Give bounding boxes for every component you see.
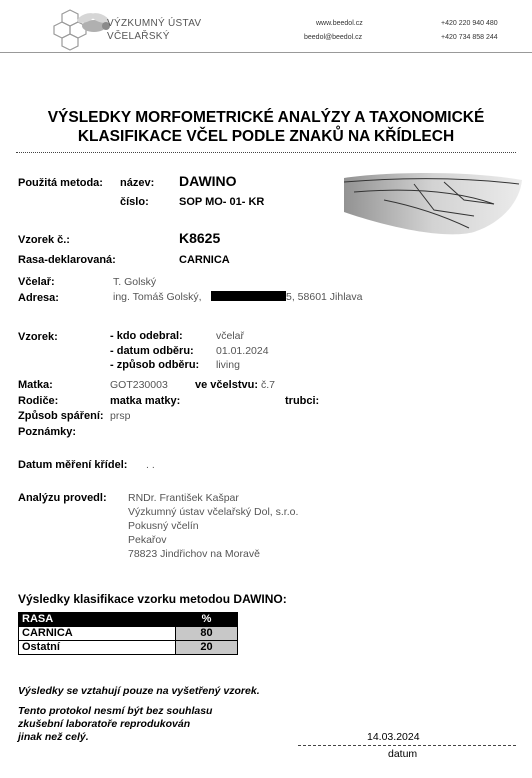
footer-date-label: datum (388, 748, 418, 760)
results-heading: Výsledky klasifikace vzorku metodou DAWINO: (18, 592, 287, 606)
wing-image (344, 170, 524, 240)
collection-method-label: - způsob odběru: (110, 359, 200, 371)
collection-label: Vzorek: (18, 331, 58, 343)
title-line-1: VÝSLEDKY MORFOMETRICKÉ ANALÝZY A TAXONOMICKÉ (47, 109, 485, 126)
table-row (19, 641, 238, 655)
results-table (18, 612, 238, 655)
measurement-value: . . (146, 459, 155, 471)
results-row-name: Ostatní (19, 641, 176, 655)
mother-label: matka matky: (110, 395, 181, 407)
address-redaction (211, 291, 286, 301)
results-col-race: RASA (19, 613, 176, 627)
bee-wing-icon (344, 170, 524, 240)
beekeeper-value: T. Golský (113, 276, 157, 288)
measurement-label: Datum měření křídel: (18, 459, 128, 471)
colony-value: č.7 (261, 379, 276, 391)
analysis-line-4: Pekařov (128, 534, 167, 546)
logo-title (107, 17, 201, 43)
method-number-value: SOP MO- 01- KR (179, 196, 265, 208)
race-label: Rasa-deklarovaná: (18, 254, 116, 266)
colony-label: ve včelstvu: (195, 379, 258, 391)
queen-value: GOT230003 (110, 379, 168, 391)
header-rule (0, 52, 532, 53)
method-name-label: název: (120, 177, 155, 189)
analysis-line-3: Pokusný včelín (128, 520, 199, 532)
analysis-line-5: 78823 Jindřichov na Moravě (128, 548, 260, 560)
contact-phone-1: +420 220 940 480 (441, 20, 498, 27)
notes-label: Poznámky: (18, 426, 77, 438)
footer-date-value: 14.03.2024 (367, 731, 420, 743)
sample-label: Vzorek č.: (18, 234, 70, 246)
results-header-row (19, 613, 238, 627)
mating-value: prsp (110, 410, 131, 422)
collection-date-value: 01.01.2024 (216, 345, 269, 357)
bee-logo-icon (50, 8, 112, 52)
analysis-line-1: RNDr. František Kašpar (128, 492, 239, 504)
sample-value: K8625 (179, 230, 221, 246)
results-row-value: 80 (176, 627, 238, 641)
logo-line-2: VČELAŘSKÝ (107, 31, 170, 42)
page-title (0, 108, 532, 146)
method-label: Použitá metoda: (18, 177, 103, 189)
parents-label: Rodiče: (18, 395, 59, 407)
address-prefix: ing. Tomáš Golský, (113, 291, 202, 303)
contact-email[interactable]: beedol@beedol.cz (304, 34, 363, 41)
method-number-label: číslo: (120, 196, 149, 208)
address-label: Adresa: (18, 292, 59, 304)
footer-note-1: Výsledky se vztahují pouze na vyšetřený vzorek. (18, 685, 260, 697)
collection-method-value: living (216, 359, 240, 371)
logo-line-1: VÝZKUMNÝ ÚSTAV (107, 18, 202, 29)
footer-date-line (298, 745, 516, 746)
results-row-value: 20 (176, 641, 238, 655)
title-separator (16, 152, 516, 153)
collection-who-value: včelař (216, 330, 245, 342)
results-row-name: CARNICA (19, 627, 176, 641)
race-value: CARNICA (179, 254, 230, 266)
analysis-label: Analýzu provedl: (18, 492, 107, 504)
analysis-line-2: Výzkumný ústav včelařský Dol, s.r.o. (128, 506, 299, 518)
collection-who-label: - kdo odebral: (110, 330, 183, 342)
address-suffix: 5, 58601 Jihlava (286, 291, 363, 303)
title-line-2: KLASIFIKACE VČEL PODLE ZNAKŮ NA KŘÍDLECH (77, 128, 455, 145)
beekeeper-label: Včelař: (18, 276, 55, 288)
logo (50, 8, 112, 52)
footer-note-2-line-3: jinak než celý. (18, 731, 89, 743)
mating-label: Způsob spáření: (18, 410, 104, 422)
collection-date-label: - datum odběru: (110, 345, 194, 357)
results-col-percent: % (176, 613, 238, 627)
drones-label: trubci: (285, 395, 320, 407)
contact-web[interactable]: www.beedol.cz (316, 20, 363, 27)
footer-note-2-line-1: Tento protokol nesmí být bez souhlasu (18, 705, 213, 717)
contact-phone-2: +420 734 858 244 (441, 34, 498, 41)
queen-label: Matka: (18, 379, 53, 391)
table-row (19, 627, 238, 641)
method-name-value: DAWINO (179, 173, 237, 189)
footer-note-2-line-2: zkušební laboratoře reprodukován (18, 718, 191, 730)
